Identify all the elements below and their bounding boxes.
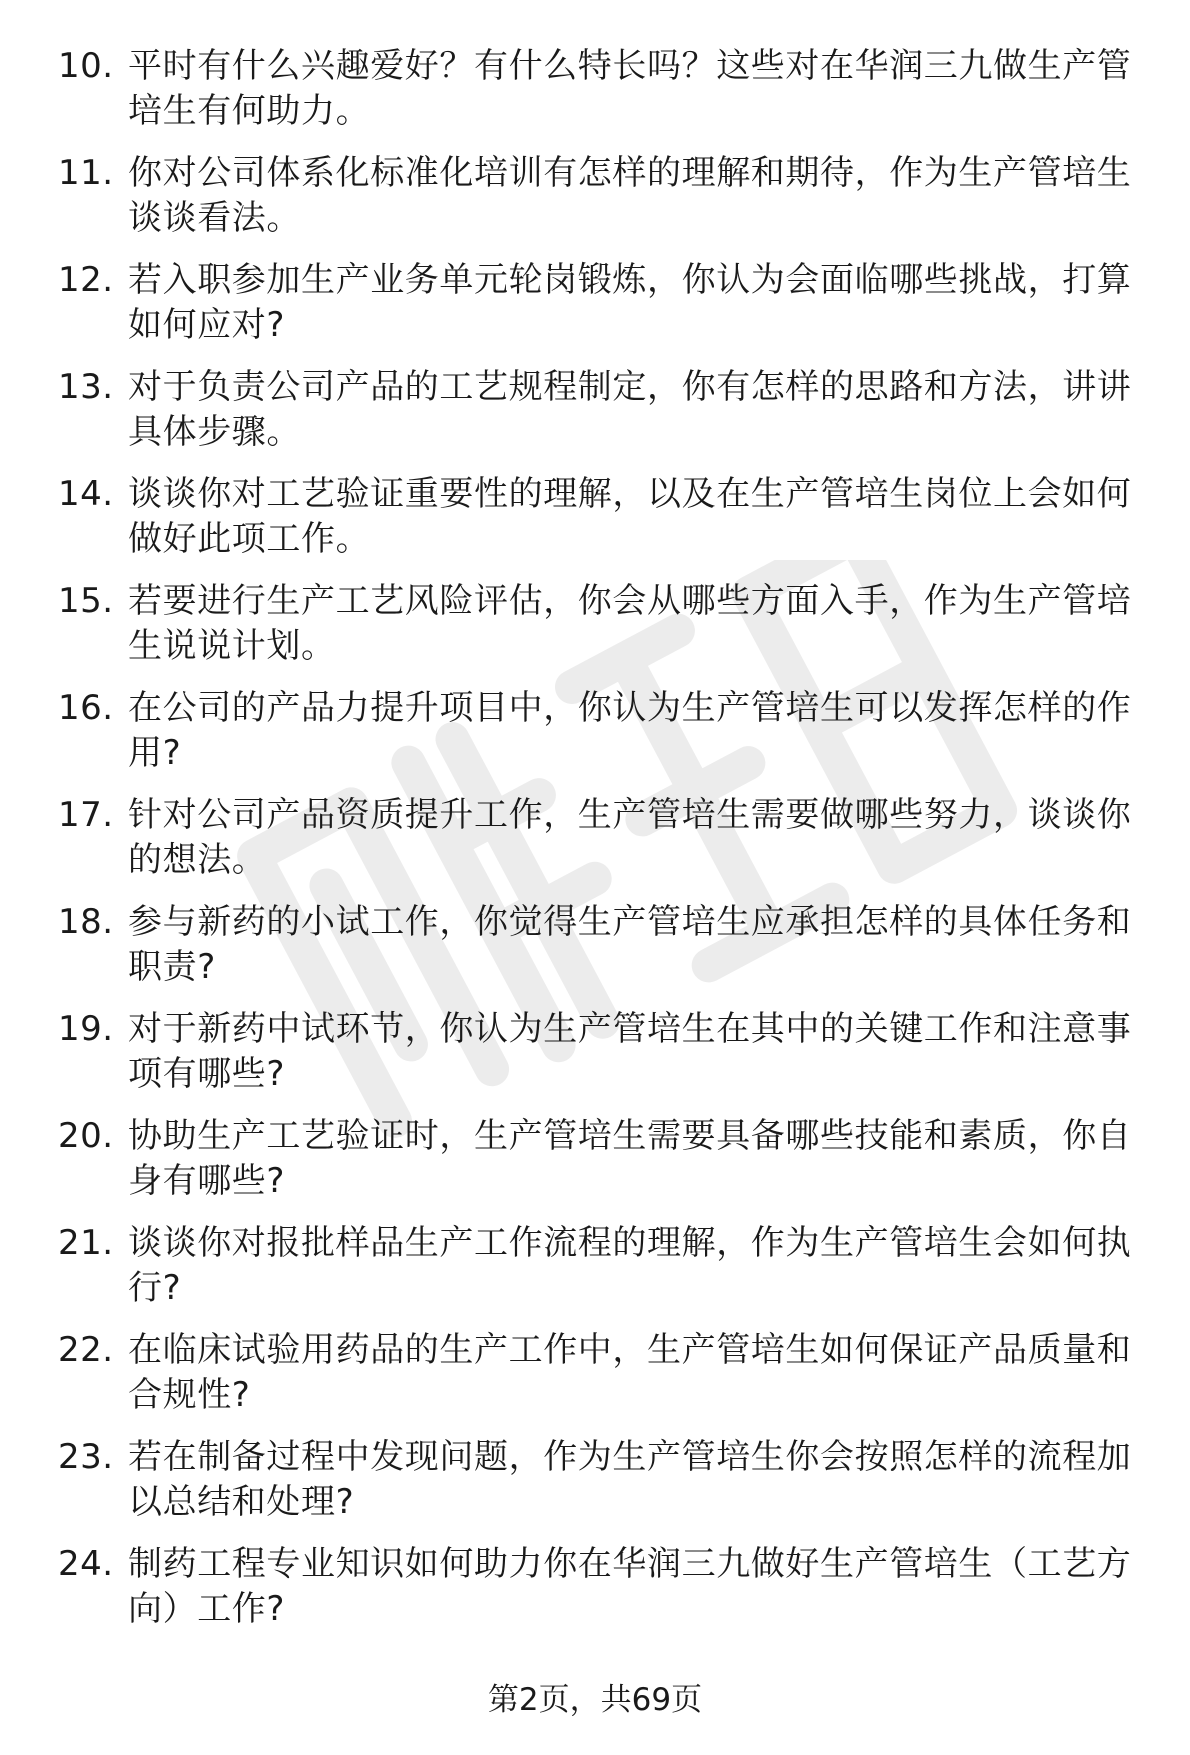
question-text: 参与新药的小试工作，你觉得生产管培生应承担怎样的具体任务和职责?	[128, 902, 1132, 987]
question-item-19	[58, 1007, 1148, 1114]
question-text: 你对公司体系化标准化培训有怎样的理解和期待，作为生产管培生谈谈看法。	[128, 153, 1132, 238]
question-item-22	[58, 1328, 1148, 1435]
question-number: 22.	[58, 1330, 114, 1370]
question-item-23	[58, 1435, 1148, 1542]
question-text: 对于负责公司产品的工艺规程制定，你有怎样的思路和方法，讲讲具体步骤。	[128, 367, 1132, 452]
question-text: 若要进行生产工艺风险评估，你会从哪些方面入手，作为生产管培生说说计划。	[128, 581, 1132, 666]
question-number: 18.	[58, 902, 114, 942]
page-footer: 第2页，共69页	[487, 1682, 703, 1718]
question-number: 24.	[58, 1544, 114, 1584]
question-item-16	[58, 686, 1148, 793]
question-text: 对于新药中试环节，你认为生产管培生在其中的关键工作和注意事项有哪些?	[128, 1009, 1132, 1094]
question-item-17	[58, 793, 1148, 900]
question-number: 23.	[58, 1437, 114, 1477]
question-list	[58, 44, 1148, 1649]
question-text: 在临床试验用药品的生产工作中，生产管培生如何保证产品质量和合规性?	[128, 1330, 1132, 1415]
question-number: 17.	[58, 795, 114, 835]
question-number: 15.	[58, 581, 114, 621]
question-item-11	[58, 151, 1148, 258]
question-item-21	[58, 1221, 1148, 1328]
question-item-24	[58, 1542, 1148, 1649]
question-number: 12.	[58, 260, 114, 300]
question-text: 谈谈你对工艺验证重要性的理解，以及在生产管培生岗位上会如何做好此项工作。	[128, 474, 1132, 559]
question-item-14	[58, 472, 1148, 579]
question-item-12	[58, 258, 1148, 365]
question-item-18	[58, 900, 1148, 1007]
question-item-15	[58, 579, 1148, 686]
question-number: 21.	[58, 1223, 114, 1263]
question-text: 制药工程专业知识如何助力你在华润三九做好生产管培生（工艺方向）工作?	[128, 1544, 1132, 1629]
question-number: 19.	[58, 1009, 114, 1049]
question-number: 20.	[58, 1116, 114, 1156]
question-text: 平时有什么兴趣爱好？有什么特长吗？这些对在华润三九做生产管培生有何助力。	[128, 46, 1132, 131]
question-number: 13.	[58, 367, 114, 407]
question-number: 11.	[58, 153, 114, 193]
question-item-13	[58, 365, 1148, 472]
question-number: 16.	[58, 688, 114, 728]
question-number: 10.	[58, 46, 114, 86]
question-item-20	[58, 1114, 1148, 1221]
question-number: 14.	[58, 474, 114, 514]
question-text: 若入职参加生产业务单元轮岗锻炼，你认为会面临哪些挑战，打算如何应对?	[128, 260, 1132, 345]
question-text: 谈谈你对报批样品生产工作流程的理解，作为生产管培生会如何执行?	[128, 1223, 1132, 1308]
question-text: 若在制备过程中发现问题，作为生产管培生你会按照怎样的流程加以总结和处理?	[128, 1437, 1132, 1522]
question-text: 协助生产工艺验证时，生产管培生需要具备哪些技能和素质，你自身有哪些?	[128, 1116, 1132, 1201]
question-item-10	[58, 44, 1148, 151]
question-text: 在公司的产品力提升项目中，你认为生产管培生可以发挥怎样的作用?	[128, 688, 1132, 773]
question-text: 针对公司产品资质提升工作，生产管培生需要做哪些努力，谈谈你的想法。	[128, 795, 1132, 880]
